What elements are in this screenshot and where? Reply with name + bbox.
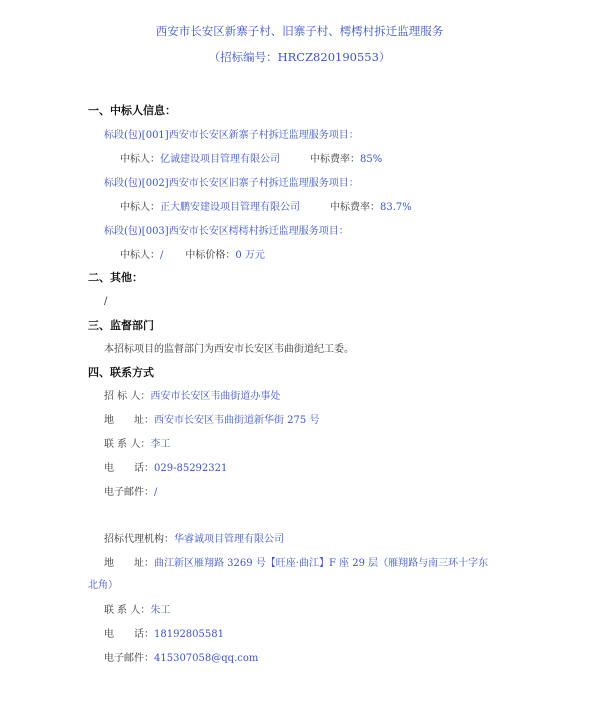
lot-title: 标段(包)[002]西安市长安区旧寨子村拆迁监理服务项目： [104,178,359,189]
tenderer-address-row [104,414,319,428]
field-label: 招标代理机构： [104,534,174,545]
field-value: 华睿诚项目管理有限公司 [174,534,284,545]
field-label: 地 址： [104,415,154,426]
winner-label: 中标人： [120,154,160,165]
field-value: 029-85292321 [154,463,228,474]
tenderer-name-row [104,390,280,404]
winner-value: 正大鹏安建设项目管理有限公司 [160,202,300,213]
lot-winner-row [120,249,265,263]
agency-address-row [104,557,488,571]
field-value: 西安市长安区韦曲街道办事处 [150,391,281,402]
agency-contact-row [104,604,170,618]
document-subtitle: （招标编号：HRCZ820190553） [208,50,391,64]
tenderer-phone-row [104,462,227,476]
rate-label: 中标费率： [330,202,380,213]
field-label: 地 址： [104,558,154,569]
section-heading-contact: 四、联系方式 [88,366,154,379]
rate-value: 83.7% [380,202,412,213]
lot-winner-row [120,201,412,215]
section-heading-winners: 一、中标人信息： [88,104,176,117]
field-label: 电 话： [104,463,154,474]
field-value: 曲江新区雁翔路 3269 号【旺座·曲江】F 座 29 层（雁翔路与南三环十字东 [154,558,489,569]
section-heading-other: 二、其他： [88,271,143,284]
field-label: 电 话： [104,629,154,640]
field-value: 西安市长安区韦曲街道新华街 275 号 [154,415,320,426]
winner-value: 亿诚建设项目管理有限公司 [160,154,280,165]
agency-address-continuation: 北角） [88,580,118,591]
field-value: 18192805581 [154,629,224,640]
agency-name-row [104,533,284,547]
agency-email-row [104,652,258,666]
field-label: 联 系 人： [104,439,151,450]
rate-value: 0 万元 [235,250,265,261]
supervision-body: 本招标项目的监督部门为西安市长安区韦曲街道纪工委。 [104,344,354,355]
lot-title: 标段(包)[001]西安市长安区新寨子村拆迁监理服务项目： [104,130,359,141]
rate-label: 中标费率： [310,154,360,165]
lot-title: 标段(包)[003]西安市长安区樗樗村拆迁监理服务项目： [104,226,349,237]
winner-value: / [160,250,164,261]
winner-label: 中标人： [120,250,160,261]
other-body: / [104,296,108,307]
agency-phone-row [104,628,224,642]
field-value: 415307058@qq.com [154,653,259,664]
tenderer-email-row [104,486,157,500]
field-label: 电子邮件： [104,487,154,498]
field-value: 李工 [150,439,171,450]
winner-label: 中标人： [120,202,160,213]
field-value: / [154,487,158,498]
document-title: 西安市长安区新寨子村、旧寨子村、樗樗村拆迁监理服务 [155,24,444,38]
field-label: 招 标 人： [104,391,151,402]
rate-value: 85% [360,154,383,165]
lot-winner-row [120,153,382,167]
tenderer-contact-row [104,438,170,452]
field-label: 电子邮件： [104,653,154,664]
field-label: 联 系 人： [104,605,151,616]
section-heading-supervision: 三、监督部门 [88,319,154,332]
rate-label: 中标价格： [185,250,236,261]
field-value: 朱工 [150,605,171,616]
